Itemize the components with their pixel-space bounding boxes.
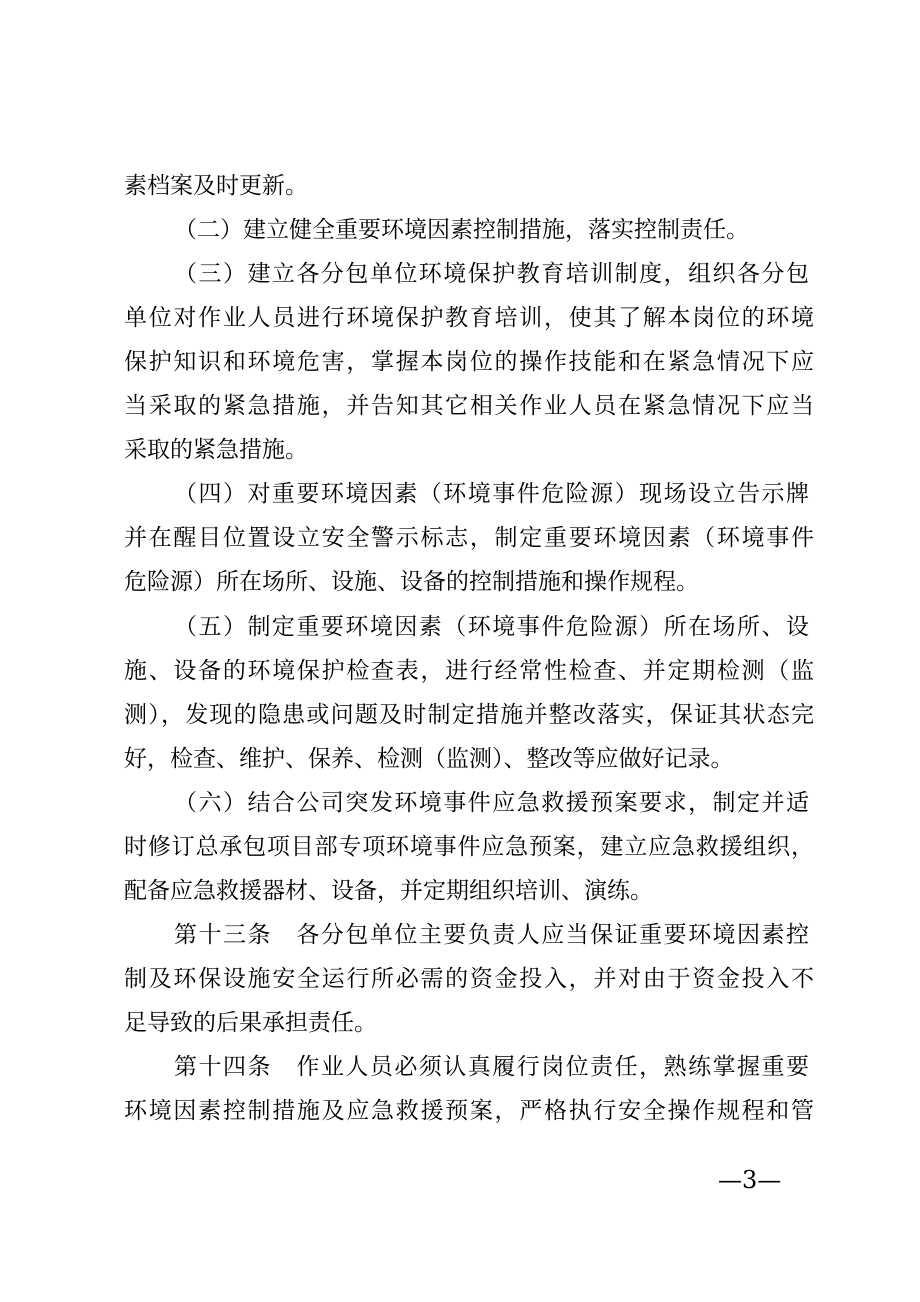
text-line: 采取的紧急措施。 xyxy=(124,437,308,463)
text-line: 保护知识和环境危害，掌握本岗位的操作技能和在紧急情况下应 xyxy=(124,349,814,375)
text-line: （三）建立各分包单位环境保护教育培训制度，组织各分包 xyxy=(174,261,809,287)
text-line: （二）建立健全重要环境因素控制措施，落实控制责任。 xyxy=(174,217,749,243)
text-line: 时修订总承包项目部专项环境事件应急预案，建立应急救援组织， xyxy=(124,834,814,860)
text-line: 好，检查、维护、保养、检测（监测）、整改等应做好记录。 xyxy=(124,746,734,772)
text-line: （六）结合公司突发环境事件应急救援预案要求，制定并适 xyxy=(174,790,809,816)
text-line: （四）对重要环境因素（环境事件危险源）现场设立告示牌 xyxy=(174,481,809,507)
text-line: 单位对作业人员进行环境保护教育培训，使其了解本岗位的环境 xyxy=(124,305,814,331)
text-line: 素档案及时更新。 xyxy=(124,173,308,199)
article-heading-line: 第十三条 各分包单位主要负责人应当保证重要环境因素控 xyxy=(174,922,809,948)
text-line: （五）制定重要环境因素（环境事件危险源）所在场所、设 xyxy=(174,614,809,640)
text-line: 危险源）所在场所、设施、设备的控制措施和操作规程。 xyxy=(124,569,699,595)
text-line: 配备应急救援器材、设备，并定期组织培训、演练。 xyxy=(124,878,653,904)
page-number: —3— xyxy=(718,1166,782,1194)
text-line: 施、设备的环境保护检查表，进行经常性检查、并定期检测（监 xyxy=(124,658,814,684)
text-line: 环境因素控制措施及应急救援预案，严格执行安全操作规程和管 xyxy=(124,1098,814,1124)
text-line: 并在醒目位置设立安全警示标志，制定重要环境因素（环境事件 xyxy=(124,525,814,551)
article-heading-line: 第十四条 作业人员必须认真履行岗位责任，熟练掌握重要 xyxy=(174,1054,809,1080)
text-line: 测），发现的隐患或问题及时制定措施并整改落实，保证其状态完 xyxy=(124,702,814,728)
text-line: 足导致的后果承担责任。 xyxy=(124,1010,377,1036)
text-line: 当采取的紧急措施，并告知其它相关作业人员在紧急情况下应当 xyxy=(124,393,814,419)
text-line: 制及环保设施安全运行所必需的资金投入，并对由于资金投入不 xyxy=(124,966,814,992)
